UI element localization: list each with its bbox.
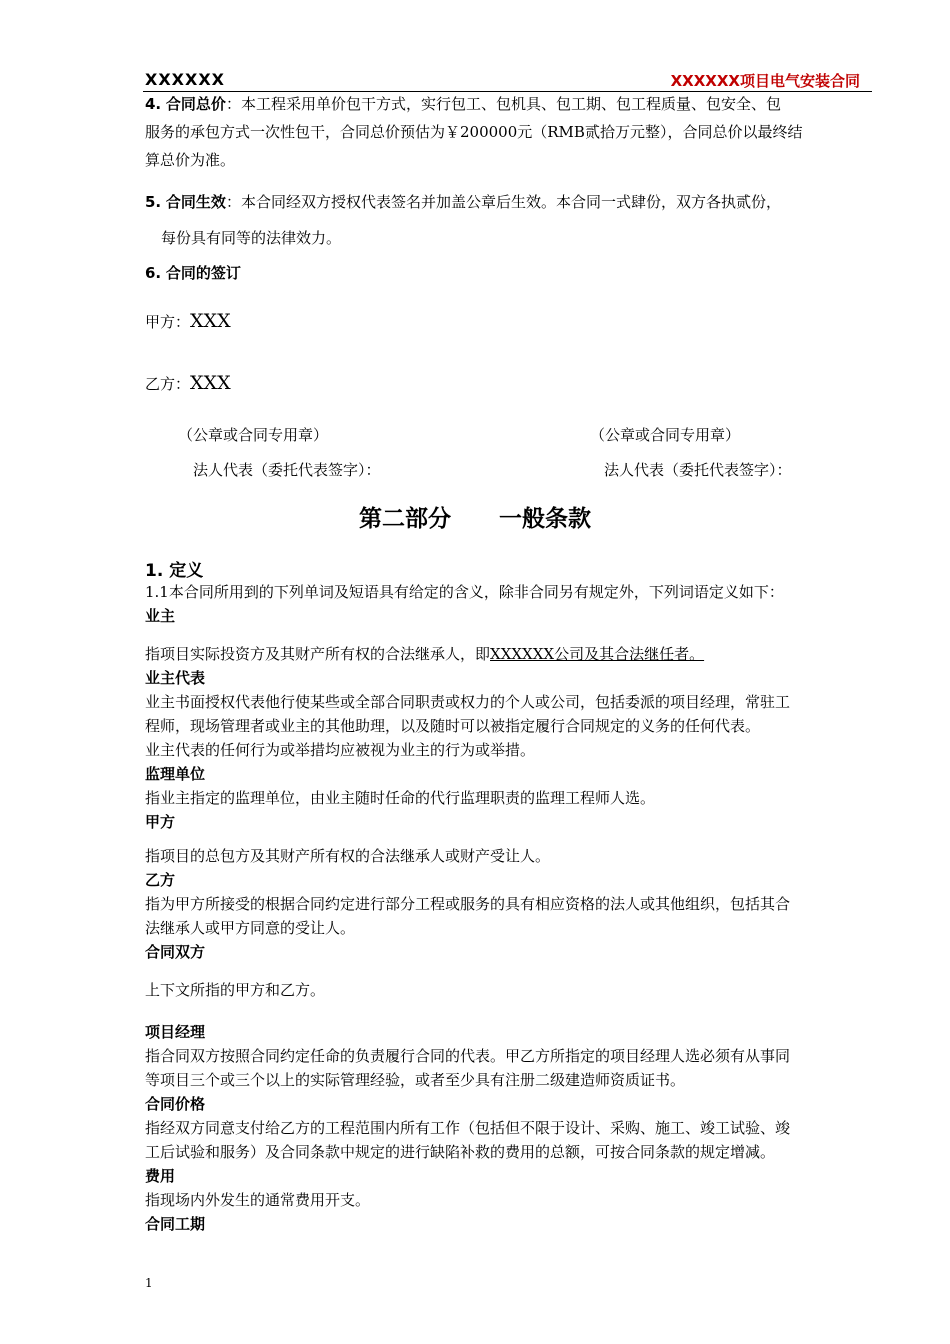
clause-5 [145,190,872,250]
term-party-b: 乙方 [145,871,176,889]
clause-4-title: 合同总价 [165,95,226,113]
definitions-body [145,580,872,1236]
clause-4-number: 4. [145,95,162,113]
header-left-code: XXXXXX [145,70,226,89]
clause-5-line-1: ：本合同经双方授权代表签名并加盖公章后生效。本合同一式肆份，双方各执贰份， [225,193,781,211]
party-a-value: XXX [190,310,231,332]
term-party-a: 甲方 [145,813,176,831]
legal-rep-left: 法人代表（委托代表签字）： [193,461,381,479]
owner-company-name: XXXXXX公司及其合法继任者。 [490,645,705,663]
term-supervisor: 监理单位 [145,765,206,783]
clause-5-title: 合同生效 [165,193,226,211]
term-owner: 业主 [145,607,176,625]
page-number: 1 [145,1276,153,1290]
clause-6-number: 6. [145,264,162,282]
legal-rep-right: 法人代表（委托代表签字）： [604,461,792,479]
def-owner-rep-1: 业主书面授权代表他行使某些或全部合同职责或权力的个人或公司，包括委派的项目经理，常驻工 [145,693,791,711]
clause-6 [145,262,872,283]
clause-5-number: 5. [145,193,162,211]
def-pm-1: 指合同双方按照合同约定任命的负责履行合同的代表。甲乙方所指定的项目经理人选必须有从事同 [145,1047,791,1065]
header-document-title: XXXXXX项目电气安装合同 [670,72,860,90]
def-party-b-1: 指为甲方所接受的根据合同约定进行部分工程或服务的具有相应资格的法人或其他组织，包括其合 [145,895,791,913]
def-supervisor: 指业主指定的监理单位，由业主随时任命的代行监理职责的监理工程师人选。 [145,789,656,807]
clause-4-line-2: 服务的承包方式一次性包干，合同总价预估为￥200000元（RMB贰拾万元整），合同总价以最终结 [145,123,803,141]
def-owner-rep-2: 程师，现场管理者或业主的其他助理，以及随时可以被指定履行合同规定的义务的任何代表。 [145,717,761,735]
def-cost: 指现场内外发生的通常费用开支。 [145,1191,371,1209]
clause-4-line-1: ：本工程采用单价包干方式，实行包工、包机具、包工期、包工程质量、包安全、包 [225,95,781,113]
term-parties: 合同双方 [145,943,206,961]
term-project-manager: 项目经理 [145,1023,206,1041]
def-owner-rep-3: 业主代表的任何行为或举措均应被视为业主的行为或举措。 [145,741,536,759]
section-name: 一般条款 [499,506,591,532]
definitions-heading: 1. 定义 [145,561,204,581]
clause-4 [145,90,872,174]
section-part: 第二部分 [359,506,451,532]
term-cost: 费用 [145,1167,176,1185]
party-a-label: 甲方： [145,313,191,331]
def-party-b-2: 法继承人或甲方同意的受让人。 [145,919,356,937]
clause-6-title: 合同的签订 [165,264,241,282]
party-b-label: 乙方： [145,375,191,393]
seal-right: （公章或合同专用章） [590,426,741,444]
definitions-intro: 1.1本合同所用到的下列单词及短语具有给定的含义，除非合同另有规定外，下列词语定义如下： [145,583,784,601]
def-parties: 上下文所指的甲方和乙方。 [145,981,326,999]
party-b [145,372,872,394]
party-b-value: XXX [190,372,231,394]
term-owner-rep: 业主代表 [145,669,206,687]
term-contract-period: 合同工期 [145,1215,206,1233]
def-pm-2: 等项目三个或三个以上的实际管理经验，或者至少具有注册二级建造师资质证书。 [145,1071,686,1089]
seal-left: （公章或合同专用章） [178,426,329,444]
def-price-2: 工后试验和服务）及合同条款中规定的进行缺陷补救的费用的总额，可按合同条款的规定增减。 [145,1143,776,1161]
def-party-a: 指项目的总包方及其财产所有权的合法继承人或财产受让人。 [145,847,551,865]
section-title [0,500,950,533]
def-price-1: 指经双方同意支付给乙方的工程范围内所有工作（包括但不限于设计、采购、施工、竣工试验、竣 [145,1119,791,1137]
party-a [145,310,872,332]
term-contract-price: 合同价格 [145,1095,206,1113]
clause-4-line-3: 算总价为准。 [145,151,236,169]
clause-5-line-2: 每份具有同等的法律效力。 [161,229,342,247]
def-owner: 指项目实际投资方及其财产所有权的合法继承人，即XXXXXX公司及其合法继任者。 [145,645,705,663]
